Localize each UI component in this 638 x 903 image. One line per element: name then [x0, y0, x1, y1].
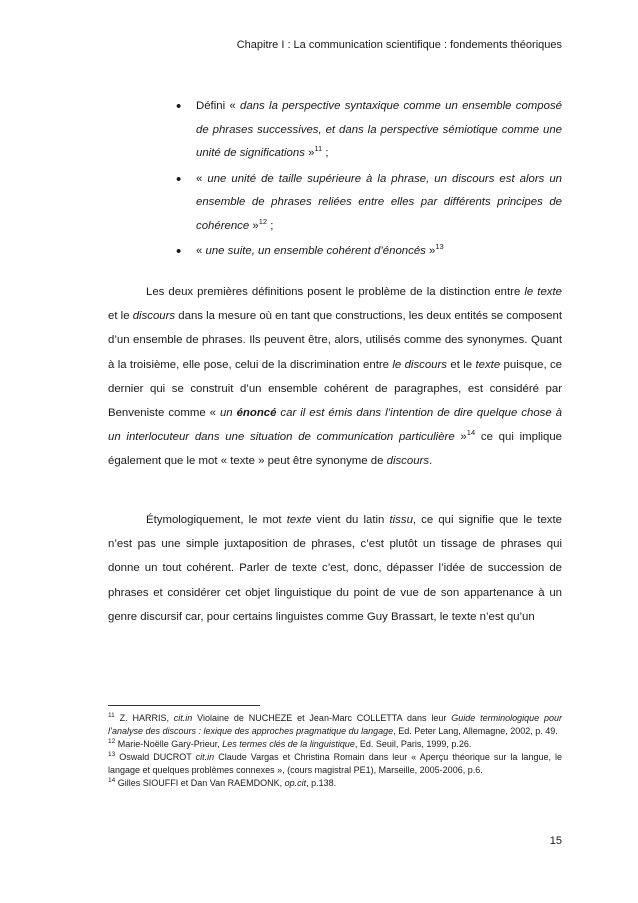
footnote-14: $^{14}$ Gilles SIOUFFI et Dan Van RAEMDONK, op.cit, p.138.	[108, 777, 337, 788]
bullet-icon: •	[176, 170, 182, 188]
paragraph-definitions: Les deux premières définitions posent le problème de la distinction entre le texte et le discours dans la mesure où en tant que constructions, les deux entités se composent d’un ensemble de phrases. Ils peuvent être, alors, utilisés comme des synonymes. Quant à la troisième, elle pose, celui de la discrimination entre le discours et le texte puisque, ce dernier qui se construit d’un ensemble cohérent de paragraphes, est considéré par Benveniste comme « un énoncé car il est émis dans l’intention de dire quelque chose à un interlocuteur dans une situation de communication particulière »$^{14}$ ce qui implique également que le mot « texte » peut être synonyme de discours.	[108, 286, 563, 468]
bullet-icon: •	[176, 243, 182, 260]
footnote-ref: 11	[314, 144, 323, 153]
definition-item-1: • Défini « dans la perspective syntaxique comme un ensemble composé de phrases successives, et dans la perspective sémiotique comme une unité de significations »$^{11}$ ;	[176, 95, 562, 166]
footnotes	[108, 712, 562, 790]
definition-list	[176, 95, 562, 266]
paragraph-etymology: Étymologiquement, le mot texte vient du latin tissu, ce qui signifie que le texte n’est pas une simple juxtaposition de phrases, c’est plutôt un tissage de phrases qui donne un tout cohérent. Parler de texte c’est, donc, dépasser l’idée de succession de phrases et considérer cet objet linguistique du point de vue de son appartenance à un genre discursif car, pour certains linguistes comme Guy Brassart, le texte n’est qu’un	[108, 514, 562, 623]
footnote-13: $^{13}$ Oswald DUCROT cit.in Claude Vargas et Christina Romain dans leur « Aperçu théorique sur la langue, le langage et quelques problèmes connexes », (cours magistral PE1), Marseille, 2005-2006, p.6.	[108, 751, 562, 775]
running-header: Chapitre I : La communication scientifique : fondements théoriques	[236, 39, 562, 51]
bullet-icon: •	[176, 98, 182, 115]
definition-item-3: • « une suite, un ensemble cohérent d’énoncés »$^{13}$	[176, 240, 562, 264]
footnote-12: $^{12}$ Marie-Noëlle Gary-Prieur, Les termes clés de la linguistique, Ed. Seuil, Paris, 1999, p.26.	[108, 738, 472, 749]
definition-item-2: • « une unité de taille supérieure à la phrase, un discours est alors un ensemble de phrases reliées entre elles par différents principes de cohérence »$^{12}$ ;	[176, 168, 562, 239]
footnote-ref: 12	[258, 216, 268, 226]
footnote-ref: 14	[466, 428, 476, 438]
footnote-ref: 13	[435, 242, 444, 251]
footnote-divider	[108, 705, 260, 706]
page-number: 15	[549, 835, 562, 847]
footnote-11: $^{11}$ Z. HARRIS, cit.in Violaine de NUCHEZE et Jean-Marc COLLETTA dans leur Guide terminologique pour l’analyse des discours : lexique des approches pragmatique du langage, Ed. Peter Lang, Allemagne, 2002, p. 49.	[108, 712, 562, 736]
